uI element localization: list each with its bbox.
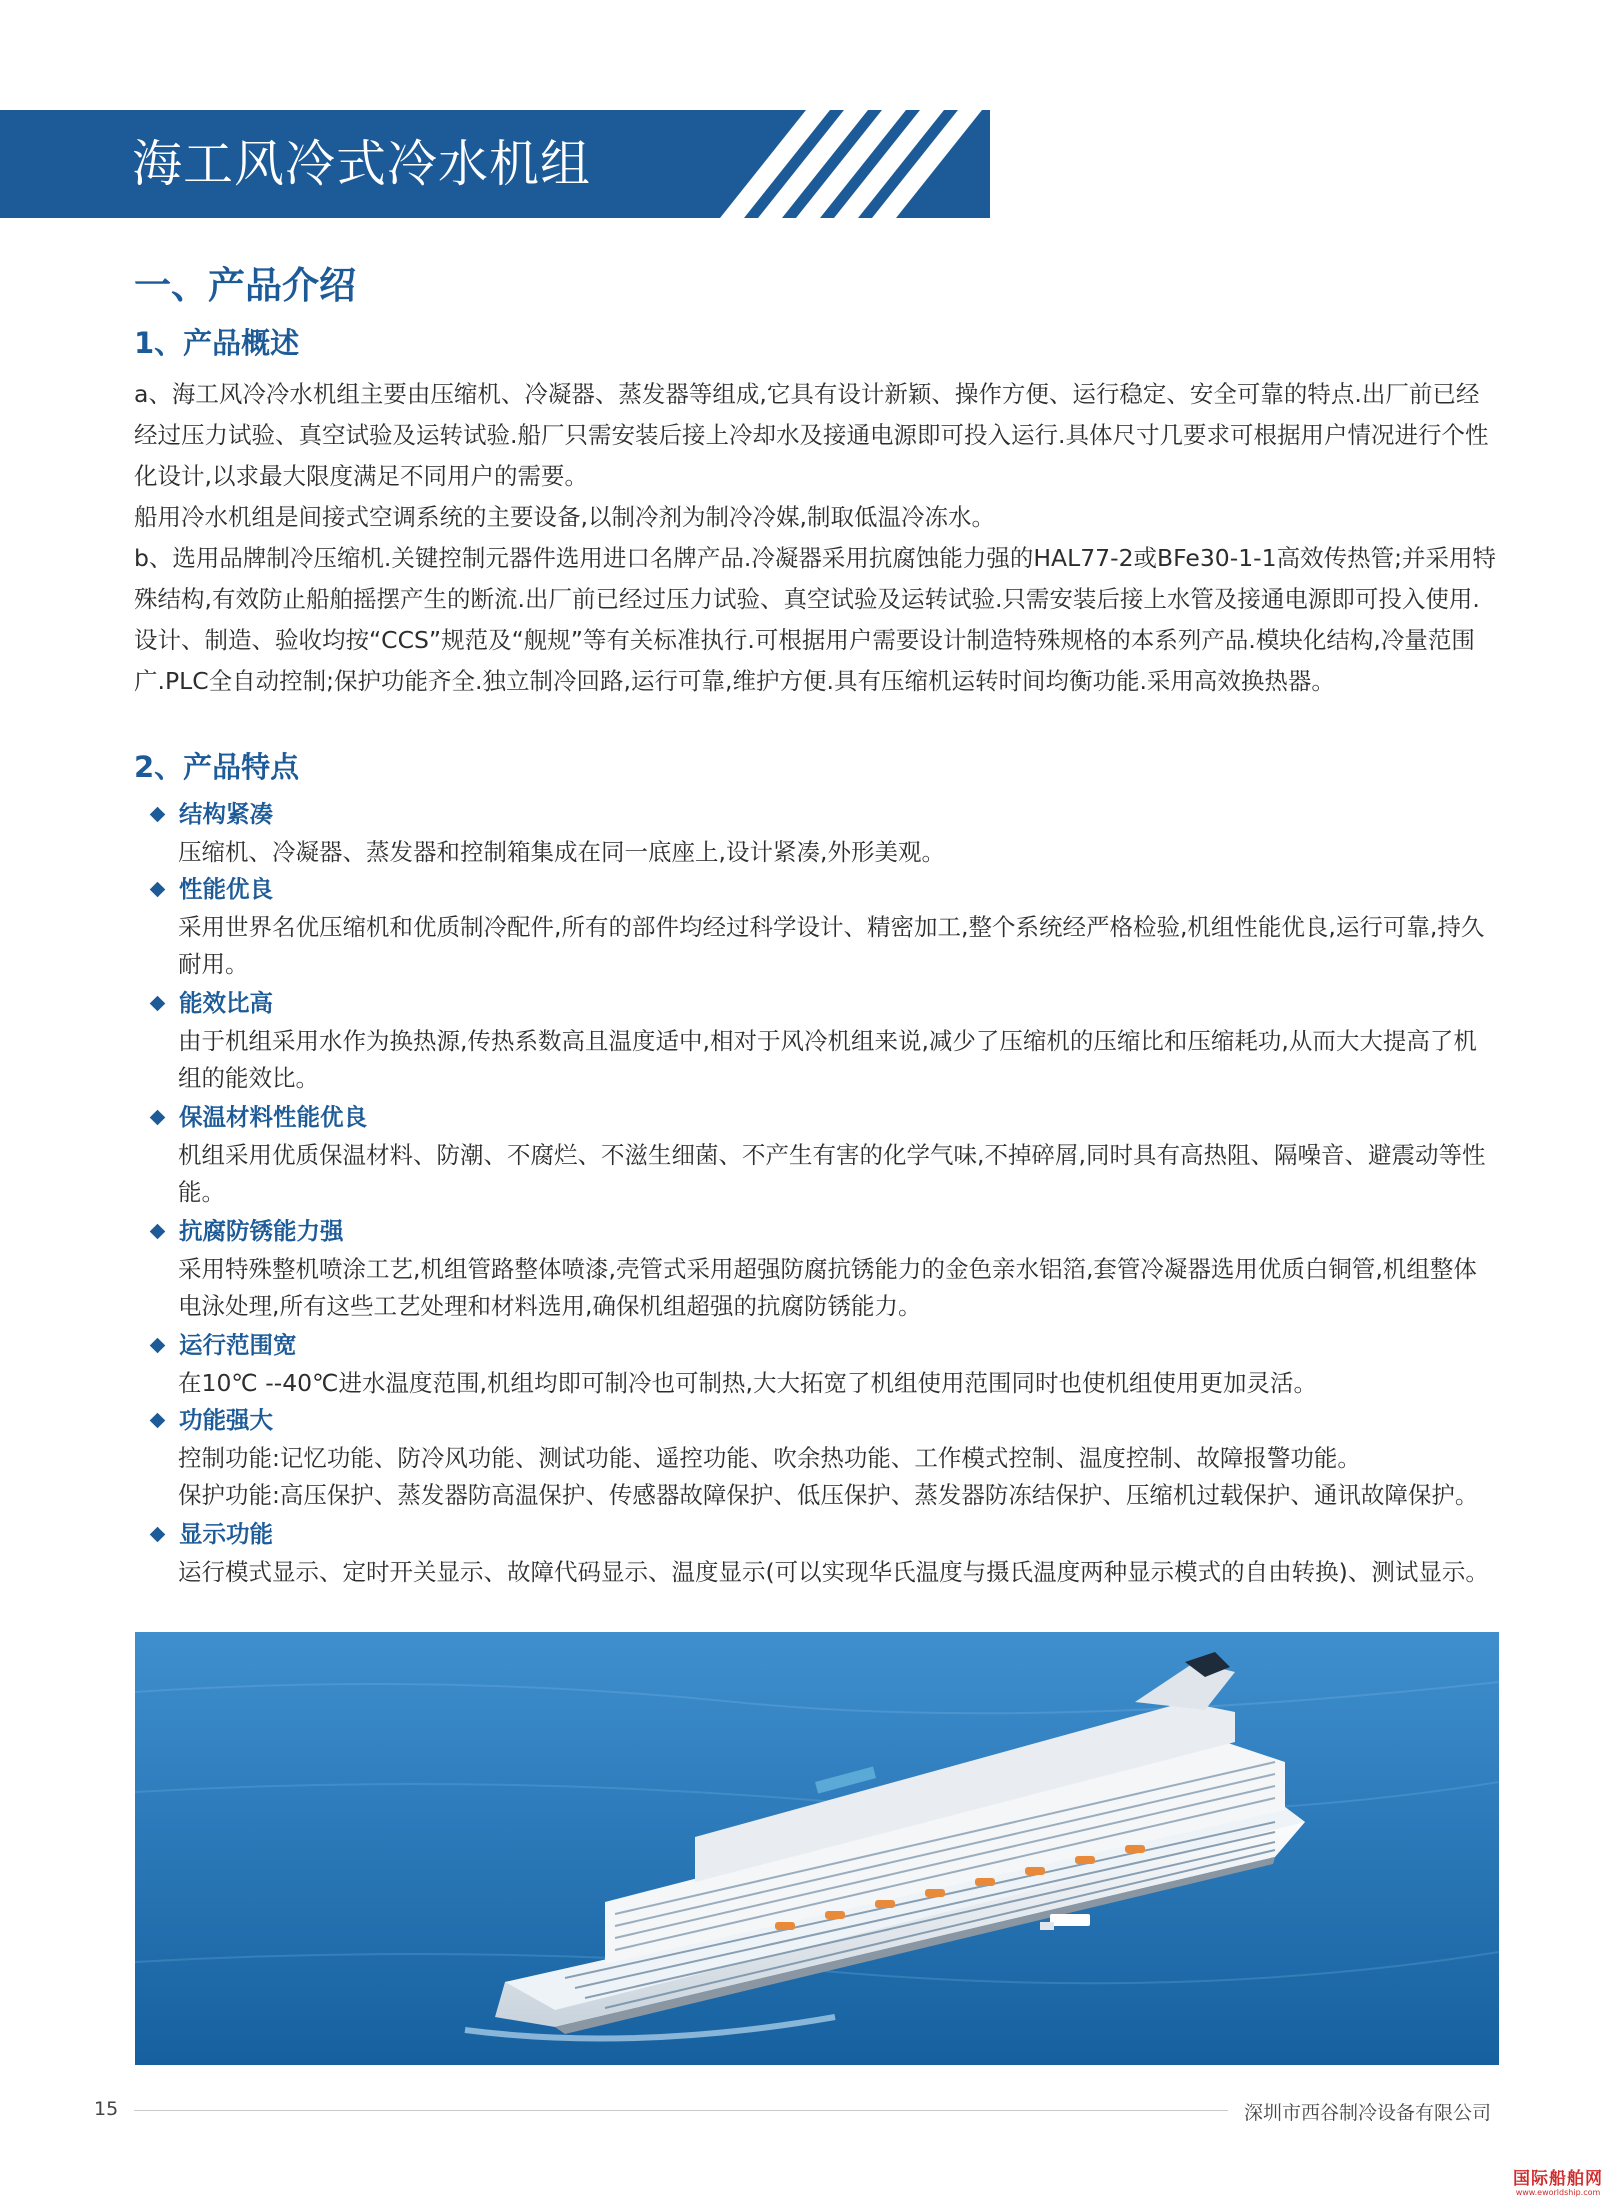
feature-header: [148, 986, 273, 1020]
feature-title: 保温材料性能优良: [179, 1103, 367, 1131]
feature-text: [178, 1137, 1500, 1211]
feature-header: [148, 1517, 273, 1551]
feature-header: [148, 1328, 297, 1362]
feature-line: 控制功能:记忆功能、防冷风功能、测试功能、遥控功能、吹余热功能、工作模式控制、温度控制、故障报警功能。: [178, 1444, 1361, 1472]
diamond-bullet-icon: [150, 1109, 166, 1125]
feature-text: [178, 1365, 1500, 1402]
page-number: 15: [94, 2098, 119, 2120]
feature-title: 显示功能: [179, 1520, 273, 1548]
watermark-main: 国际船舶网: [1513, 2169, 1603, 2189]
feature-text: [178, 1251, 1500, 1325]
page-title: 海工风冷式冷水机组: [132, 135, 591, 193]
feature-text: [178, 834, 1500, 871]
feature-header: [148, 872, 273, 906]
diamond-bullet-icon: [150, 1526, 166, 1542]
feature-title: 结构紧凑: [179, 800, 273, 828]
diamond-bullet-icon: [150, 881, 166, 897]
feature-line: 在10℃ --40℃进水温度范围,机组均即可制冷也可制热,大大拓宽了机组使用范围同时也使机组使用更加灵活。: [178, 1369, 1317, 1397]
overview-paragraph-b: b、选用品牌制冷压缩机.关键控制元器件选用进口名牌产品.冷凝器采用抗腐蚀能力强的HAL77-2或BFe30-1-1高效传热管;并采用特殊结构,有效防止船舶摇摆产生的断流.出厂前已经过压力试验、真空试验及运转试验.只需安装后接上水管及接通电源即可投入使用.设计、制造、验收均按“CCS”规范及“舰规”等有关标准执行.可根据用户需要设计制造特殊规格的本系列产品.模块化结构,冷量范围广.PLC全自动控制;保护功能齐全.独立制冷回路,运行可靠,维护方便.具有压缩机运转时间均衡功能.采用高效换热器。: [134, 544, 1497, 695]
feature-title: 功能强大: [179, 1406, 273, 1434]
feature-header: [148, 1214, 344, 1248]
feature-title: 性能优良: [179, 875, 273, 903]
feature-header: [148, 1403, 273, 1437]
overview-paragraph-2: 船用冷水机组是间接式空调系统的主要设备,以制冷剂为制冷冷媒,制取低温冷冻水。: [134, 503, 995, 531]
features-heading: 2、产品特点: [134, 750, 300, 784]
diamond-bullet-icon: [150, 1337, 166, 1353]
overview-heading: 1、产品概述: [134, 326, 300, 360]
footer-divider: [134, 2110, 1228, 2111]
overview-paragraph-a: a、海工风冷冷水机组主要由压缩机、冷凝器、蒸发器等组成,它具有设计新颖、操作方便、运行稳定、安全可靠的特点.出厂前已经经过压力试验、真空试验及运转试验.船厂只需安装后接上冷却水及接通电源即可投入运行.具体尺寸几要求可根据用户情况进行个性化设计,以求最大限度满足不同用户的需要。: [134, 380, 1489, 490]
feature-line: 机组采用优质保温材料、防潮、不腐烂、不滋生细菌、不产生有害的化学气味,不掉碎屑,同时具有高热阻、隔噪音、避震动等性能。: [178, 1141, 1486, 1206]
diamond-bullet-icon: [150, 1223, 166, 1239]
title-banner: [0, 110, 990, 218]
watermark-logo: [1510, 2170, 1606, 2198]
feature-title: 抗腐防锈能力强: [179, 1217, 344, 1245]
diamond-bullet-icon: [150, 1412, 166, 1428]
cruise-ship-illustration: [135, 1632, 1499, 2065]
feature-line: 采用特殊整机喷涂工艺,机组管路整体喷漆,壳管式采用超强防腐抗锈能力的金色亲水铝箔,套管冷凝器选用优质白铜管,机组整体电泳处理,所有这些工艺处理和材料选用,确保机组超强的抗腐防锈能力。: [178, 1255, 1477, 1320]
feature-text: [178, 909, 1500, 983]
company-name: 深圳市西谷制冷设备有限公司: [1244, 2102, 1492, 2124]
feature-text: [178, 1440, 1500, 1514]
diamond-bullet-icon: [150, 806, 166, 822]
feature-header: [148, 797, 273, 831]
feature-line: 运行模式显示、定时开关显示、故障代码显示、温度显示(可以实现华氏温度与摄氏温度两种显示模式的自由转换)、测试显示。: [178, 1558, 1489, 1586]
feature-line: 保护功能:高压保护、蒸发器防高温保护、传感器故障保护、低压保护、蒸发器防冻结保护、压缩机过载保护、通讯故障保护。: [178, 1481, 1479, 1509]
feature-title: 能效比高: [179, 989, 273, 1017]
feature-text: [178, 1554, 1500, 1591]
feature-line: 由于机组采用水作为换热源,传热系数高且温度适中,相对于风冷机组来说,减少了压缩机的压缩比和压缩耗功,从而大大提高了机组的能效比。: [178, 1027, 1477, 1092]
section-title: 一、产品介绍: [134, 264, 356, 307]
cruise-ship-photo: [135, 1632, 1499, 2065]
feature-line: 压缩机、冷凝器、蒸发器和控制箱集成在同一底座上,设计紧凑,外形美观。: [178, 838, 945, 866]
watermark-url: www.eworldship.com: [1515, 2188, 1601, 2197]
feature-title: 运行范围宽: [179, 1331, 297, 1359]
feature-line: 采用世界名优压缩机和优质制冷配件,所有的部件均经过科学设计、精密加工,整个系统经严格检验,机组性能优良,运行可靠,持久耐用。: [178, 913, 1485, 978]
feature-text: [178, 1023, 1500, 1097]
feature-header: [148, 1100, 367, 1134]
diamond-bullet-icon: [150, 995, 166, 1011]
overview-text: [134, 374, 1500, 702]
